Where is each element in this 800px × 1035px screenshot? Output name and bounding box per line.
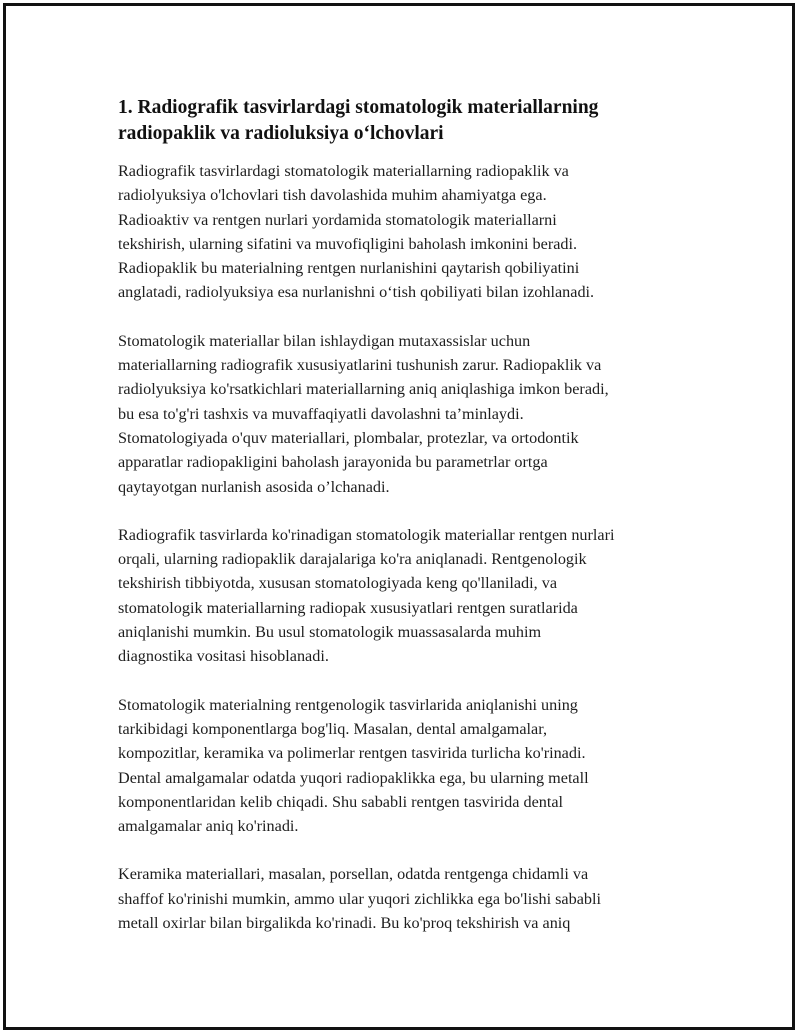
text-line: apparatlar radiopakligini baholash jarayonida bu parametrlar ortga — [118, 453, 548, 472]
text-line: tekshirish, ularning sifatini va muvofiqligini baholash imkonini beradi. — [118, 234, 578, 253]
text-line: Keramika materiallari, masalan, porsellan, odatda rentgenga chidamli va — [118, 865, 589, 884]
text-line: komponentlaridan kelib chiqadi. Shu sababli rentgen tasvirida dental — [118, 792, 564, 811]
text-line: Dental amalgamalar odatda yuqori radiopaklikka ega, bu ularning metall — [118, 768, 589, 787]
text-line: kompozitlar, keramika va polimerlar rentgen tasvirida turlicha ko'rinadi. — [118, 744, 586, 763]
paragraph-1 — [118, 159, 698, 305]
text-line: Radiografik tasvirlardagi stomatologik materiallarning radiopaklik va — [118, 162, 569, 180]
text-line: anglatadi, radiolyuksiya esa nurlanishni o‘tish qobiliyati bilan izohlanadi. — [118, 283, 595, 302]
paragraph-3 — [118, 523, 698, 669]
text-line: stomatologik materiallarning radiopak xususiyatlari rentgen suratlarida — [118, 598, 578, 617]
paragraph-4 — [118, 693, 698, 839]
text-line: Stomatologik materialning rentgenologik tasvirlarida aniqlanishi uning — [118, 695, 578, 714]
text-line: orqali, ularning radiopaklik darajalariga ko'ra aniqlanadi. Rentgenologik — [118, 550, 587, 569]
text-line: Radiografik tasvirlarda ko'rinadigan stomatologik materiallar rentgen nurlari — [118, 525, 615, 544]
text-line: radiolyuksiya ko'rsatkichlari materiallarning aniq aniqlashiga imkon beradi, — [118, 380, 609, 399]
text-line: qaytayotgan nurlanish asosida o’lchanadi. — [118, 477, 390, 496]
text-line: tarkibidagi komponentlarga bog'liq. Masalan, dental amalgamalar, — [118, 719, 548, 738]
text-line: Radioaktiv va rentgen nurlari yordamida stomatologik materiallarni — [118, 210, 557, 229]
text-line: shaffof ko'rinishi mumkin, ammo ular yuqori zichlikka ega bo'lishi sababli — [118, 889, 601, 908]
text-line: radiolyuksiya o'lchovlari tish davolashida muhim ahamiyatga ega. — [118, 186, 547, 205]
paragraph-2 — [118, 329, 698, 499]
text-line: aniqlanishi mumkin. Bu usul stomatologik muassasalarda muhim — [118, 623, 542, 642]
document-body — [118, 95, 698, 959]
text-line: Stomatologik materiallar bilan ishlaydigan mutaxassislar uchun — [118, 331, 531, 350]
text-line: Radiopaklik bu materialning rentgen nurlanishini qaytarish qobiliyatini — [118, 259, 580, 278]
section-title-line-2: radiopaklik va radioluksiya o‘lchovlari — [118, 123, 444, 144]
text-line: materiallarning radiografik xususiyatlarini tushunish zarur. Radiopaklik va — [118, 356, 602, 375]
text-line: diagnostika vositasi hisoblanadi. — [118, 647, 329, 666]
section-title-line-1: 1. Radiografik tasvirlardagi stomatologik materiallarning — [118, 97, 599, 118]
text-line: Stomatologiyada o'quv materiallari, plombalar, protezlar, va ortodontik — [118, 428, 579, 447]
section-title — [118, 95, 698, 147]
text-line: amalgamalar aniq ko'rinadi. — [118, 817, 299, 836]
paragraph-5 — [118, 862, 698, 935]
text-line: metall oxirlar bilan birgalikda ko'rinadi. Bu ko'proq tekshirish va aniq — [118, 914, 571, 933]
text-line: tekshirish tibbiyotda, xususan stomatologiyada keng qo'llaniladi, va — [118, 574, 558, 593]
text-line: bu esa to'g'ri tashxis va muvaffaqiyatli davolashni ta’minlaydi. — [118, 404, 524, 423]
